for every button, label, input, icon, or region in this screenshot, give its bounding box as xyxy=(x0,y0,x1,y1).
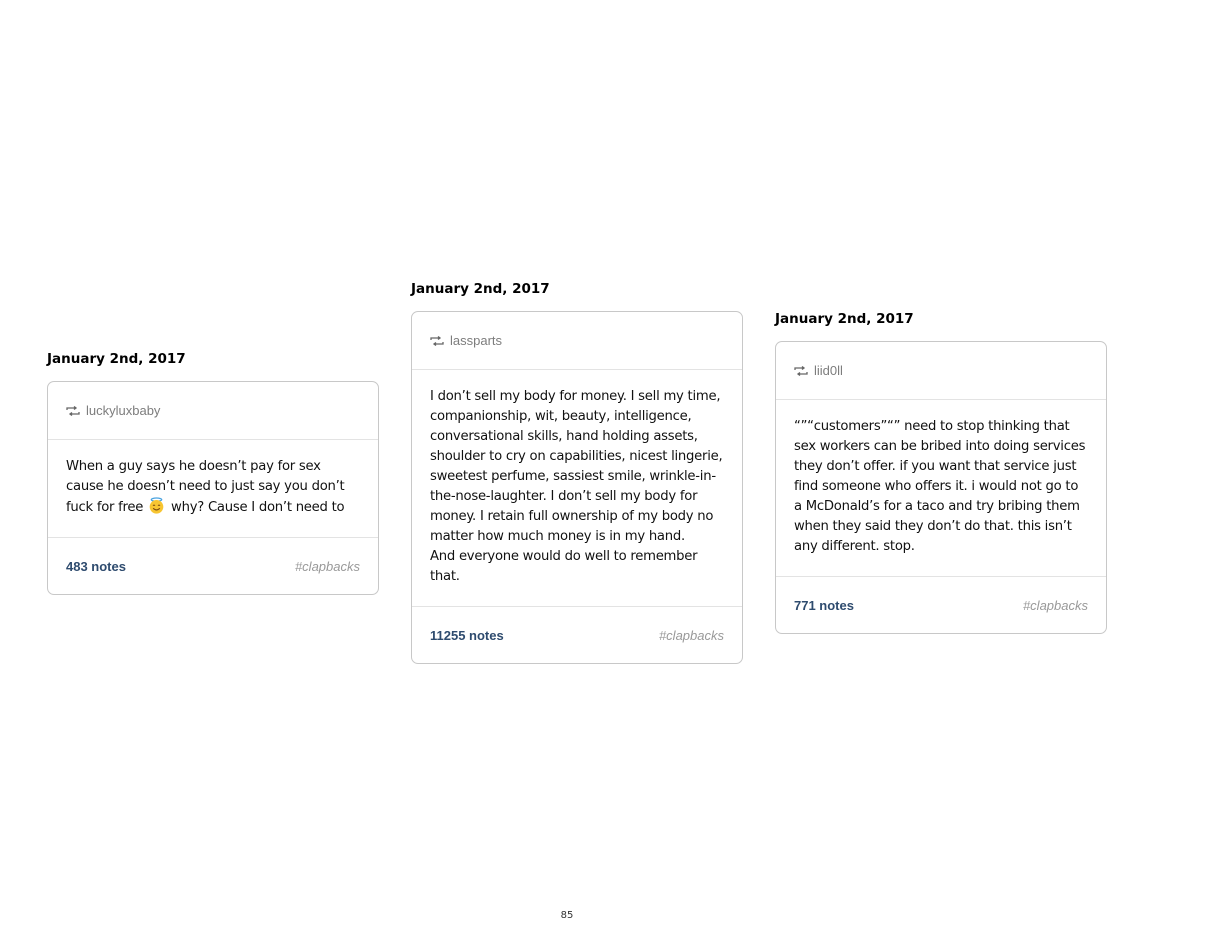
post-date: January 2nd, 2017 xyxy=(411,281,550,297)
post-username[interactable]: luckyluxbaby xyxy=(86,403,161,418)
post-footer xyxy=(48,538,378,594)
post-footer xyxy=(412,607,742,663)
post-header xyxy=(412,312,742,370)
post-tag[interactable]: #clapbacks xyxy=(294,558,360,574)
notes-count[interactable]: 11255 notes xyxy=(430,627,504,643)
post-username[interactable]: lassparts xyxy=(450,333,503,348)
post-body xyxy=(412,370,742,607)
post-tag[interactable]: #clapbacks xyxy=(1022,597,1088,613)
post-body xyxy=(776,400,1106,577)
post-card-3 xyxy=(775,311,1107,634)
post-card xyxy=(47,381,379,595)
post-date: January 2nd, 2017 xyxy=(47,351,186,367)
post-card-1 xyxy=(47,351,379,595)
notes-count[interactable]: 483 notes xyxy=(66,558,126,574)
smiling-face-with-halo-emoji-icon xyxy=(148,497,165,514)
post-text: “”“customers”“” need to stop thinking that sex workers can be bribed into doing services they don’t offer. if you want that service just find someone who offers it. i would not go to a McDonald’s for a taco and try bribing them when they said they don’t do that. this isn’t any different. stop. xyxy=(794,419,1086,554)
post-header xyxy=(48,382,378,440)
page-number: 85 xyxy=(560,910,574,921)
post-text-continued: why? Cause I don’t need to xyxy=(167,500,345,515)
reblog-icon xyxy=(66,406,80,416)
post-tag[interactable]: #clapbacks xyxy=(658,627,724,643)
post-footer xyxy=(776,577,1106,633)
post-body xyxy=(48,440,378,538)
post-username[interactable]: liid0ll xyxy=(814,363,843,378)
reblog-icon xyxy=(794,366,808,376)
reblog-icon xyxy=(430,336,444,346)
post-card xyxy=(411,311,743,664)
post-text: When a guy says he doesn’t pay for sex cause he doesn’t need to just say you don’t fuck for free xyxy=(66,459,345,515)
post-card xyxy=(775,341,1107,634)
post-text: I don’t sell my body for money. I sell my time, companionship, wit, beauty, intelligence, conversational skills, hand holding assets, shoulder to cry on capabilities, nicest lingerie, sweetest perfume, sassiest smile, wrinkle-in-the-nose-laughter. I don’t sell my body for money. I retain full ownership of my body no matter how much money is in my hand. xyxy=(430,389,723,544)
post-date: January 2nd, 2017 xyxy=(775,311,914,327)
post-card-2 xyxy=(411,281,743,664)
post-text-closing: And everyone would do well to remember that. xyxy=(430,549,698,584)
post-header xyxy=(776,342,1106,400)
notes-count[interactable]: 771 notes xyxy=(794,597,854,613)
